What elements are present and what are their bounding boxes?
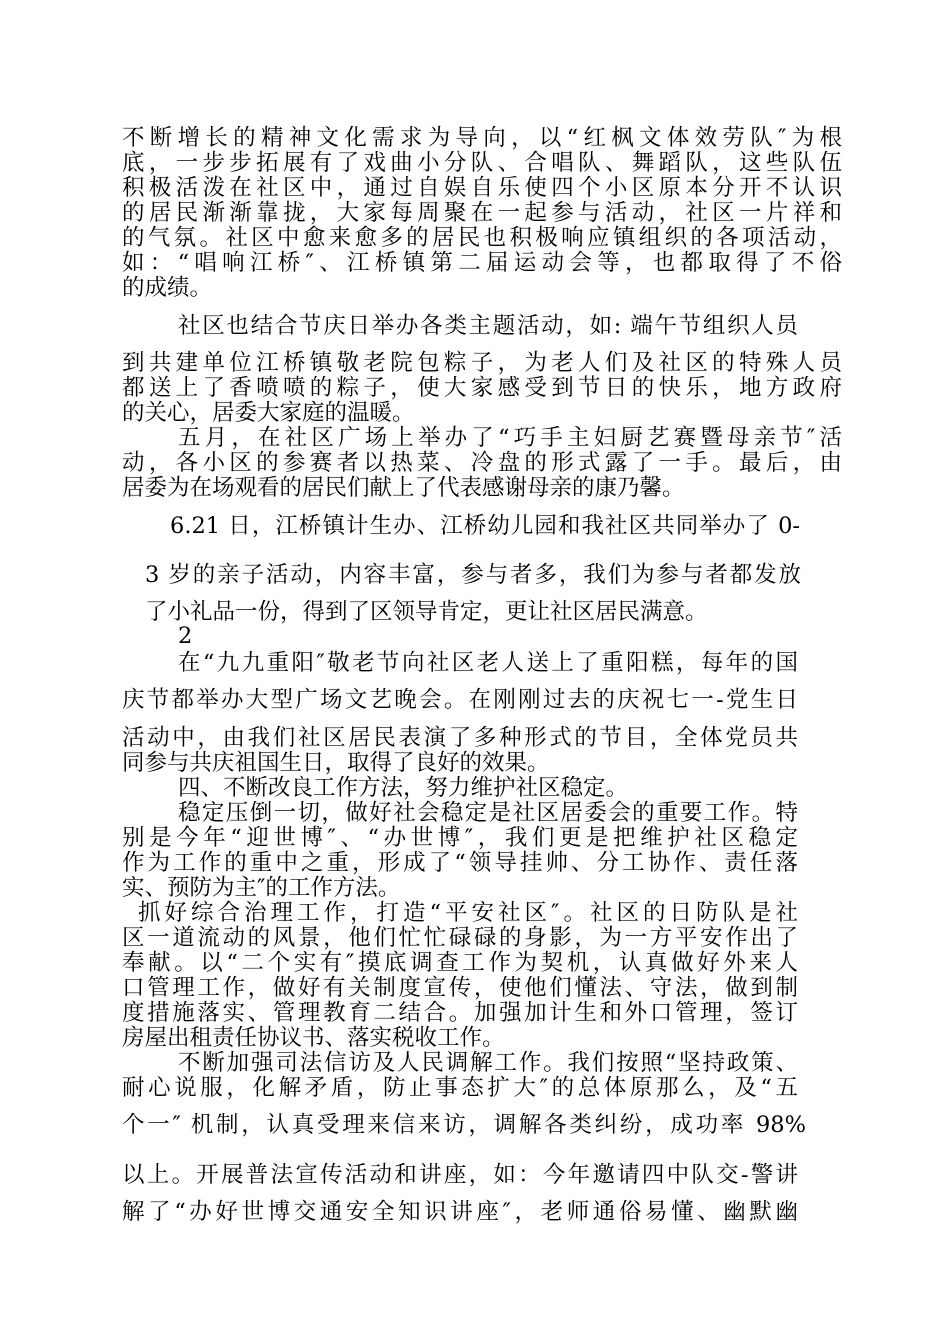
text-line: 个一″ 机制，认真受理来信来访，调解各类纠纷，成功率 98% bbox=[122, 1112, 806, 1138]
text-line: 五月，在社区广场上举办了“巧手主妇厨艺赛暨母亲节″活 bbox=[178, 425, 842, 451]
text-line: 底，一步步拓展有了戏曲小分队、合唱队、舞蹈队，这些队伍 bbox=[122, 150, 842, 176]
text-line: 以上。开展普法宣传活动和讲座，如：今年邀请四中队交-警讲 bbox=[122, 1162, 798, 1188]
text-line: 奉献。以“二个实有″摸底调查工作为契机，认真做好外来人 bbox=[122, 950, 798, 976]
text-line: 的居民渐渐靠拢，大家每周聚在一起参与活动，社区一片祥和 bbox=[122, 200, 842, 226]
text-line: 6.21 日，江桥镇计生办、江桥幼儿园和我社区共同举办了 0- bbox=[170, 513, 800, 539]
text-line: 耐心说服，化解矛盾，防止事态扩大″的总体原那么，及“五 bbox=[122, 1075, 798, 1101]
text-line: 在“九九重阳″敬老节向社区老人送上了重阳糕，每年的国 bbox=[178, 650, 798, 676]
text-line: 如：“唱响江桥″、江桥镇第二届运动会等，也都取得了不俗 bbox=[122, 250, 842, 276]
text-line: 口管理工作，做好有关制度宣传，使他们懂法、守法，做到制 bbox=[122, 975, 798, 1001]
text-line: 抓好综合治理工作，打造“平安社区″。社区的日防队是社 bbox=[138, 900, 798, 926]
text-line: 庆节都举办大型广场文艺晚会。在刚刚过去的庆祝七一-党生日 bbox=[122, 687, 798, 713]
text-line: 活动中，由我们社区居民表演了多种形式的节目，全体党员共 bbox=[122, 725, 798, 751]
text-line: 房屋出租责任协议书、落实税收工作。 bbox=[122, 1025, 505, 1051]
page-number: 2 bbox=[178, 623, 193, 649]
text-line: 区一道流动的风景，他们忙忙碌碌的身影，为一方平安作出了 bbox=[122, 925, 798, 951]
section-heading: 四、不断改良工作方法，努力维护社区稳定。 bbox=[178, 775, 629, 801]
text-line: 不断加强司法信访及人民调解工作。我们按照“坚持政策、 bbox=[178, 1050, 798, 1076]
text-line: 同参与共庆祖国生日，取得了良好的效果。 bbox=[122, 750, 550, 776]
text-line: 不断增长的精神文化需求为导向，以“红枫文体效劳队″为根 bbox=[122, 125, 842, 151]
text-line: 的气氛。社区中愈来愈多的居民也积极响应镇组织的各项活动， bbox=[122, 225, 842, 251]
text-line: 了小礼品一份，得到了区领导肯定，更让社区居民满意。 bbox=[145, 599, 708, 625]
text-line: 的关心，居委大家庭的温暖。 bbox=[122, 400, 415, 426]
text-line: 动，各小区的参赛者以热菜、冷盘的形式露了一手。最后，由 bbox=[122, 450, 842, 476]
text-line: 解了“办好世博交通安全知识讲座″，老师通俗易懂、幽默幽 bbox=[122, 1199, 798, 1225]
text-line: 作为工作的重中之重，形成了“领导挂帅、分工协作、责任落 bbox=[122, 850, 798, 876]
text-line: 稳定压倒一切，做好社会稳定是社区居委会的重要工作。特 bbox=[178, 800, 798, 826]
text-line: 社区也结合节庆日举办各类主题活动，如: 端午节组织人员 bbox=[178, 313, 798, 339]
text-line: 都送上了香喷喷的粽子，使大家感受到节日的快乐，地方政府 bbox=[122, 375, 842, 401]
text-line: 实、预防为主″的工作方法。 bbox=[122, 875, 401, 901]
text-line: 居委为在场观看的居民们献上了代表感谢母亲的康乃馨。 bbox=[122, 475, 685, 501]
text-line: 到共建单位江桥镇敬老院包粽子，为老人们及社区的特殊人员 bbox=[122, 350, 842, 376]
text-line: 3 岁的亲子活动，内容丰富，参与者多，我们为参与者都发放 bbox=[145, 562, 801, 588]
text-line: 积极活泼在社区中，通过自娱自乐使四个小区原本分开不认识 bbox=[122, 175, 842, 201]
text-line: 的成绩。 bbox=[122, 275, 213, 301]
text-line: 别是今年“迎世博″、“办世博″，我们更是把维护社区稳定 bbox=[122, 825, 798, 851]
text-line: 度措施落实、管理教育二结合。加强加计生和外口管理，签订 bbox=[122, 1000, 798, 1026]
